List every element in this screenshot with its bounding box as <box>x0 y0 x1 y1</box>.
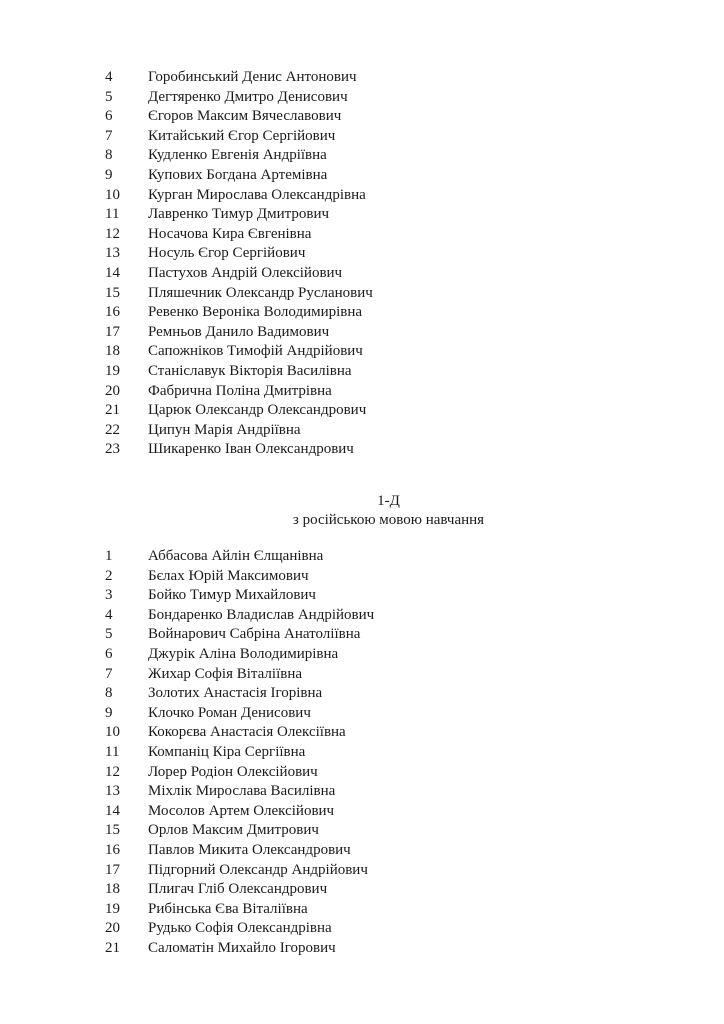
row-number: 6 <box>105 646 113 663</box>
list-item <box>105 723 672 743</box>
student-name: Ципун Марія Андріївна <box>148 421 301 438</box>
list-item <box>105 665 672 685</box>
row-number: 5 <box>105 88 113 105</box>
list-item <box>105 225 672 245</box>
student-name: Рибінська Єва Віталіївна <box>148 900 308 917</box>
row-number: 9 <box>105 704 113 721</box>
row-number: 2 <box>105 567 113 584</box>
row-number: 1 <box>105 548 113 565</box>
list-item <box>105 146 672 166</box>
list-item <box>105 421 672 441</box>
student-name: Жихар Софія Віталіївна <box>148 665 303 682</box>
student-name: Клочко Роман Денисович <box>148 704 311 721</box>
row-number: 4 <box>105 606 113 623</box>
row-number: 12 <box>105 225 120 242</box>
section-heading <box>105 492 672 531</box>
row-number: 11 <box>105 206 120 223</box>
row-number: 16 <box>105 841 120 858</box>
student-name: Пляшечник Олександр Русланович <box>148 284 373 301</box>
list-item <box>105 743 672 763</box>
document-content <box>105 68 672 959</box>
list-item <box>105 107 672 127</box>
student-name: Войнарович Сабріна Анатоліївна <box>148 626 361 643</box>
student-name: Шикаренко Іван Олександрович <box>148 441 354 458</box>
row-number: 15 <box>105 822 120 839</box>
row-number: 21 <box>105 402 120 419</box>
list-item <box>105 645 672 665</box>
list-item <box>105 244 672 264</box>
row-number: 5 <box>105 626 113 643</box>
student-name: Ремньов Данило Вадимович <box>148 323 330 340</box>
list-item <box>105 684 672 704</box>
row-number: 17 <box>105 861 120 878</box>
list-item <box>105 166 672 186</box>
list-item <box>105 362 672 382</box>
list-item <box>105 264 672 284</box>
student-name: Кокорєва Анастасія Олексіївна <box>148 724 346 741</box>
list-item <box>105 88 672 108</box>
student-name: Бєлах Юрій Максимович <box>148 567 309 584</box>
row-number: 22 <box>105 421 120 438</box>
student-name: Кудленко Евгенія Андріївна <box>148 147 327 164</box>
list-item <box>105 821 672 841</box>
row-number: 15 <box>105 284 120 301</box>
row-number: 12 <box>105 763 120 780</box>
list-item <box>105 567 672 587</box>
student-name: Міхлік Мирослава Василівна <box>148 783 336 800</box>
list-item <box>105 861 672 881</box>
section-title: 1-Д <box>377 492 400 509</box>
row-number: 21 <box>105 939 120 956</box>
row-number: 20 <box>105 382 120 399</box>
list-item <box>105 323 672 343</box>
student-name: Носачова Кира Євгенівна <box>148 225 312 242</box>
row-number: 23 <box>105 441 120 458</box>
student-name: Плигач Гліб Олександрович <box>148 881 328 898</box>
roster-list-1d <box>105 547 672 958</box>
student-name: Золотих Анастасія Ігорівна <box>148 685 323 702</box>
list-item <box>105 606 672 626</box>
row-number: 3 <box>105 587 113 604</box>
student-name: Мосолов Артем Олексійович <box>148 802 335 819</box>
student-name: Сапожніков Тимофій Андрійович <box>148 343 363 360</box>
student-name: Саломатін Михайло Ігорович <box>148 939 336 956</box>
student-name: Бондаренко Владислав Андрійович <box>148 606 375 623</box>
list-item <box>105 763 672 783</box>
student-name: Підгорний Олександр Андрійович <box>148 861 368 878</box>
student-name: Бойко Тимур Михайлович <box>148 587 316 604</box>
list-item <box>105 900 672 920</box>
student-name: Царюк Олександр Олександрович <box>148 402 367 419</box>
list-item <box>105 586 672 606</box>
student-name: Фабрична Поліна Дмитрівна <box>148 382 332 399</box>
student-name: Лавренко Тимур Дмитрович <box>148 206 330 223</box>
list-item <box>105 704 672 724</box>
row-number: 13 <box>105 783 120 800</box>
row-number: 16 <box>105 304 120 321</box>
row-number: 13 <box>105 245 120 262</box>
row-number: 20 <box>105 920 120 937</box>
student-name: Лорер Родіон Олексійович <box>148 763 318 780</box>
student-name: Джурік Аліна Володимирівна <box>148 646 339 663</box>
row-number: 18 <box>105 881 120 898</box>
student-name: Рудько Софія Олександрівна <box>148 920 332 937</box>
list-item <box>105 782 672 802</box>
row-number: 8 <box>105 685 113 702</box>
student-name: Аббасова Айлін Єлщанівна <box>148 548 324 565</box>
list-item <box>105 127 672 147</box>
row-number: 7 <box>105 665 113 682</box>
roster-list-continued <box>105 68 672 460</box>
student-name: Станіславук Вікторія Василівна <box>148 362 352 379</box>
list-item <box>105 205 672 225</box>
row-number: 8 <box>105 147 113 164</box>
row-number: 10 <box>105 186 120 203</box>
student-name: Єгоров Максим Вячеславович <box>148 108 342 125</box>
row-number: 11 <box>105 744 120 760</box>
row-number: 7 <box>105 127 113 144</box>
row-number: 10 <box>105 724 120 741</box>
list-item <box>105 382 672 402</box>
student-name: Ревенко Вероніка Володимирівна <box>148 304 363 321</box>
student-name: Курган Мирослава Олександрівна <box>148 186 366 203</box>
list-item <box>105 186 672 206</box>
student-name: Китайський Єгор Сергійович <box>148 127 336 144</box>
row-number: 6 <box>105 108 113 125</box>
list-item <box>105 802 672 822</box>
list-item <box>105 284 672 304</box>
list-item <box>105 841 672 861</box>
list-item <box>105 880 672 900</box>
list-item <box>105 939 672 959</box>
student-name: Горобинський Денис Антонович <box>148 69 357 85</box>
row-number: 18 <box>105 343 120 360</box>
student-name: Орлов Максим Дмитрович <box>148 822 319 839</box>
list-item <box>105 401 672 421</box>
row-number: 17 <box>105 323 120 340</box>
row-number: 14 <box>105 264 120 281</box>
row-number: 19 <box>105 900 120 917</box>
student-name: Пастухов Андрій Олексійович <box>148 264 343 281</box>
student-name: Компаніц Кіра Сергіївна <box>148 744 306 760</box>
list-item <box>105 68 672 88</box>
student-name: Павлов Микита Олександрович <box>148 841 351 858</box>
list-item <box>105 919 672 939</box>
list-item <box>105 547 672 567</box>
student-name: Купових Богдана Артемівна <box>148 166 328 183</box>
list-item <box>105 342 672 362</box>
list-item <box>105 303 672 323</box>
list-item <box>105 625 672 645</box>
student-name: Носуль Єгор Сергійович <box>148 245 306 262</box>
list-item <box>105 440 672 460</box>
row-number: 14 <box>105 802 120 819</box>
row-number: 4 <box>105 69 113 85</box>
student-name: Дегтяренко Дмитро Денисович <box>148 88 348 105</box>
row-number: 19 <box>105 362 120 379</box>
row-number: 9 <box>105 166 113 183</box>
section-subtitle: з російською мовою навчання <box>292 512 485 529</box>
